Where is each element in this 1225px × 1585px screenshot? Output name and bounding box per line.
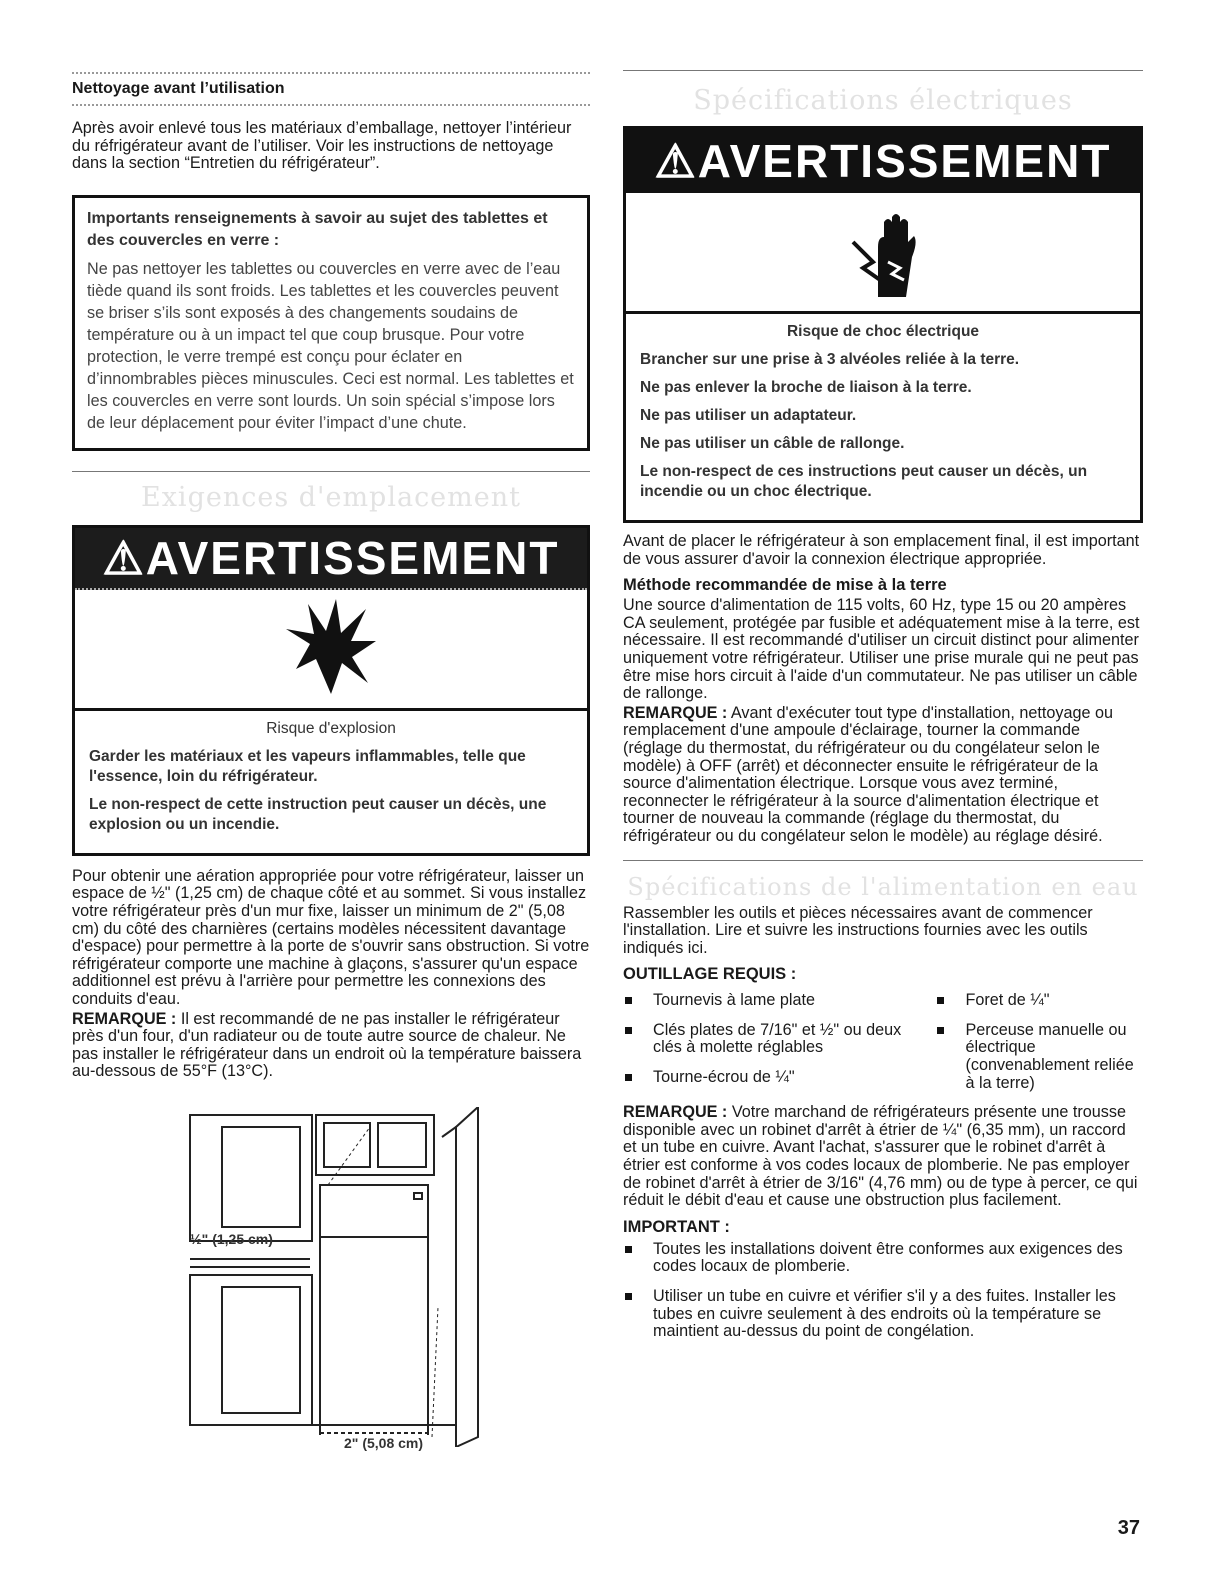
warning-title: AVERTISSEMENT: [145, 531, 560, 584]
hinge-clearance-label: 2" (5,08 cm): [344, 1434, 424, 1451]
note-label: REMARQUE :: [623, 703, 728, 722]
warning-line-3: Ne pas utiliser un adaptateur.: [640, 407, 857, 424]
warning-text: [626, 314, 1140, 520]
list-item: Utiliser un tube en cuivre et vérifier s'il y a des fuites. Installer les tubes en cuivre seulement à des endroits où la température se maintient au-dessus du point de congélation.: [623, 1288, 1143, 1341]
list-item: Perceuse manuelle ou électrique (convenablement reliée à la terre): [935, 1022, 1143, 1092]
glass-info-box: [72, 195, 590, 451]
note-label: REMARQUE :: [623, 1103, 728, 1122]
explosion-risk: Risque d'explosion: [266, 719, 396, 737]
list-item: Tournevis à lame plate: [623, 992, 919, 1010]
placement-note: [72, 1011, 590, 1081]
electric-shock-warning-box: [623, 126, 1143, 523]
cleaning-text: Après avoir enlevé tous les matériaux d’emballage, nettoyer l’intérieur du réfrigérateur avant de l’utiliser. Voir les instructions de nettoyage dans la section “Entretien du réfrigérateur”.: [72, 119, 572, 173]
list-item: Toutes les installations doivent être conformes aux exigences des codes locaux de plomberie.: [623, 1241, 1143, 1276]
explosion-icon: [75, 590, 587, 711]
tools-list: [623, 988, 1143, 1104]
section-rule: [623, 70, 1143, 71]
warning-text: [75, 711, 587, 853]
list-item: Tourne-écrou de ¼": [623, 1069, 919, 1087]
warning-title-bar: [75, 528, 587, 590]
note-text: Avant d'exécuter tout type d'installation, nettoyage ou remplacement d'une ampoule d'éclairage, tourner la commande (réglage du thermostat, du réfrigérateur ou du congélateur selon le modèle) à OFF (arrêt) et déconnecter ensuite le réfrigérateur de la source d'alimentation électrique. Lorsque vous avez terminé, reconnecter le réfrigérateur à la source d'alimentation électrique et tourner de nouveau la commande (réglage du thermostat, du réfrigérateur ou du congélateur selon le modèle) au réglage désiré.: [623, 703, 1113, 845]
tools-list-right: [935, 992, 1143, 1104]
section-rule: [623, 860, 1143, 861]
placement-text: Avant de placer le réfrigérateur à son emplacement final, il est important de vous assurer d'avoir la connexion électrique appropriée.: [623, 532, 1140, 568]
water-text: Rassembler les outils et pièces nécessaires avant de commencer l'installation. Lire et suivre les instructions fournies avec les outils indiqués ici.: [623, 903, 1093, 957]
warning-line-2: Le non-respect de cette instruction peut causer un décès, une explosion ou un incendie.: [89, 795, 547, 833]
explosion-warning-box: [72, 525, 590, 856]
note-text: Il est recommandé de ne pas installer le réfrigérateur près d'un four, d'un radiateur ou de toute autre source de chaleur. Ne pas installer le réfrigérateur dans un endroit où la température baissera au-dessous de 55°F (13°C).: [72, 1009, 582, 1081]
grounding-text: Une source d'alimentation de 115 volts, 60 Hz, type 15 ou 20 ampères CA seulement, protégée par fusible et adéquatement mise à la terre, est nécessaire. Il est recommandé d'utiliser un circuit distinct pour alimenter uniquement votre réfrigérateur. Utiliser une prise murale qui ne peut pas être mise hors circuit à l'aide d'un commutateur. Ne pas utiliser un câble de rallonge.: [623, 596, 1140, 703]
page-number: 37: [1117, 1517, 1140, 1539]
right-column: [623, 70, 1143, 1353]
warning-line-4: Ne pas utiliser un câble de rallonge.: [640, 435, 905, 452]
refrigerator-clearance-illustration: [120, 1107, 540, 1447]
important-list: [623, 1241, 1143, 1341]
water-heading: Spécifications de l'alimentation en eau: [627, 872, 1139, 901]
important-heading: IMPORTANT :: [623, 1217, 730, 1236]
grounding-heading: Méthode recommandée de mise à la terre: [623, 576, 947, 595]
list-item: Clés plates de 7/16" et ½" ou deux clés à molette réglables: [623, 1022, 919, 1057]
clearance-diagram: [120, 1107, 540, 1451]
shock-risk: Risque de choc électrique: [786, 323, 980, 340]
glass-box-heading: Importants renseignements à savoir au sujet des tablettes et des couvercles en verre :: [87, 209, 548, 249]
warning-triangle-icon: ⚠: [102, 531, 146, 584]
warning-line-5: Le non-respect de ces instructions peut causer un décès, un incendie ou un choc électrique.: [640, 463, 1088, 500]
warning-line-1: Garder les matériaux et les vapeurs inflammables, telle que l'essence, loin du réfrigérateur.: [89, 747, 526, 785]
warning-triangle-icon: ⚠: [654, 135, 698, 187]
warning-title-bar: [626, 129, 1140, 193]
list-item: Foret de ¼": [935, 992, 1143, 1010]
warning-line-2: Ne pas enlever la broche de liaison à la terre.: [640, 379, 972, 396]
warning-title: AVERTISSEMENT: [697, 135, 1112, 187]
tools-heading: OUTILLAGE REQUIS :: [623, 965, 797, 984]
glass-box-text: Ne pas nettoyer les tablettes ou couvercles en verre avec de l’eau tiède quand ils sont froids. Les tablettes et les couvercles peuvent se briser s’ils sont exposés à des changements soudains de température ou à un impact tel que coup brusque. Pour votre protection, le verre trempé est conçu pour éclater en d’innombrables pièces minuscules. Ceci est normal. Les tablettes et les couvercles en verre sont lourds. Un soin spécial s’impose lors de leur déplacement pour éviter l’impact d’une chute.: [87, 259, 574, 432]
cleaning-heading: Nettoyage avant l’utilisation: [72, 80, 285, 97]
note-label: REMARQUE :: [72, 1009, 177, 1028]
note-text: Votre marchand de réfrigérateurs présente une trousse disponible avec un robinet d'arrêt à étrier de ¼" (6,35 mm), un raccord et un tube en cuivre. Avant l'achat, s'assurer que le robinet d'arrêt à étrier est conforme à vos codes locaux de plomberie. Ne pas employer de robinet d'arrêt à étrier de 3/16" (4,76 mm) ou de type à percer, ce qui réduit le débit d'eau et cause une obstruction plus facilement.: [623, 1103, 1138, 1210]
left-column: [72, 72, 590, 1451]
electrical-note: [623, 705, 1143, 846]
location-heading: Exigences d'emplacement: [141, 481, 521, 513]
kit-note: [623, 1104, 1143, 1210]
electric-shock-icon: [626, 193, 1140, 314]
side-clearance-label: ½" (1,25 cm): [190, 1230, 273, 1247]
warning-line-1: Brancher sur une prise à 3 alvéoles reliée à la terre.: [640, 351, 1020, 368]
section-rule: [72, 471, 590, 472]
tools-list-left: [623, 992, 919, 1104]
ventilation-text: Pour obtenir une aération appropriée pour votre réfrigérateur, laisser un espace de ½" (1,25 cm) de chaque côté et au sommet. Si vous installez votre réfrigérateur près d'un mur fixe, laisser un minimum de 2" (5,08 cm) du côté des charnières (certains modèles nécessitent davantage d'espace) pour permettre à la porte de s'ouvrir sans obstruction. Si votre réfrigérateur comporte une machine à glaçons, s'assurer qu'un espace additionnel est prévu à l'arrière pour permettre les connexions des conduits d'eau.: [72, 866, 590, 1008]
divider: [72, 104, 590, 106]
electrical-heading: Spécifications électriques: [693, 85, 1073, 116]
